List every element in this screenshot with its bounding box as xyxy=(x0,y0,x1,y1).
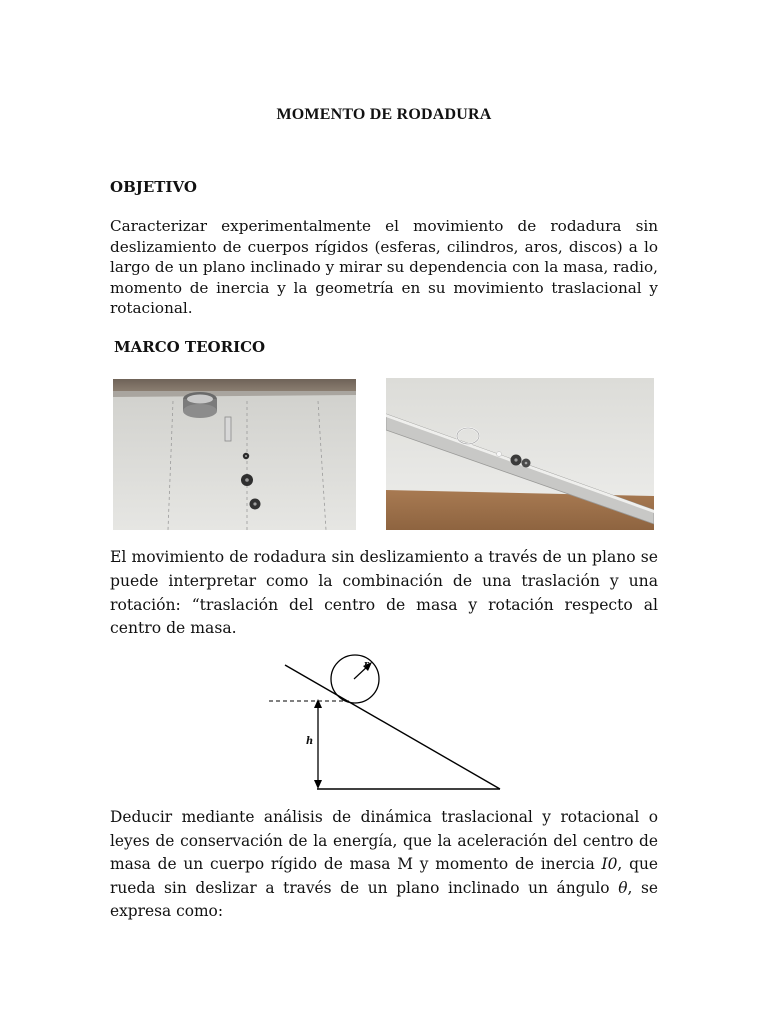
deducir-text-a: Deducir mediante análisis de dinámica traslacional y rotacional o leyes de conservación de la energía, que la aceleración del centro de masa de un cuerpo rígido de masa M y momento de inercia xyxy=(110,808,658,873)
section-heading-objetivo: OBJETIVO xyxy=(110,178,197,196)
objetivo-paragraph: Caracterizar experimentalmente el movimiento de rodadura sin deslizamiento de cuerpos rígidos (esferas, cilindros, aros, discos) a lo largo de un plano inclinado y mirar su dependencia con la masa, radio, momento de inercia y la geometría en su movimiento traslacional y rotacional. xyxy=(110,217,658,317)
page-title: MOMENTO DE RODADURA xyxy=(276,106,492,123)
deducir-paragraph xyxy=(110,806,658,924)
marco-paragraph: El movimiento de rodadura sin deslizamiento a través de un plano se puede interpretar como la combinación de una traslación y una rotación: “traslación del centro de masa y rotación respecto al centro de masa. xyxy=(110,548,658,638)
deducir-text-b: , que rueda sin deslizar a través de un plano inclinado un ángulo xyxy=(110,855,658,897)
photo-objects-on-board xyxy=(113,379,356,530)
section-heading-marco-teorico: MARCO TEORICO xyxy=(114,338,266,356)
inclined-plane-diagram xyxy=(265,652,505,794)
height-label: h xyxy=(306,736,314,747)
inertia-symbol: I0 xyxy=(601,855,618,873)
photo-inclined-plane xyxy=(386,378,654,530)
angle-symbol: θ xyxy=(618,878,628,897)
deducir-text-c: , se expresa como: xyxy=(110,878,658,920)
radius-label: r xyxy=(364,660,369,670)
